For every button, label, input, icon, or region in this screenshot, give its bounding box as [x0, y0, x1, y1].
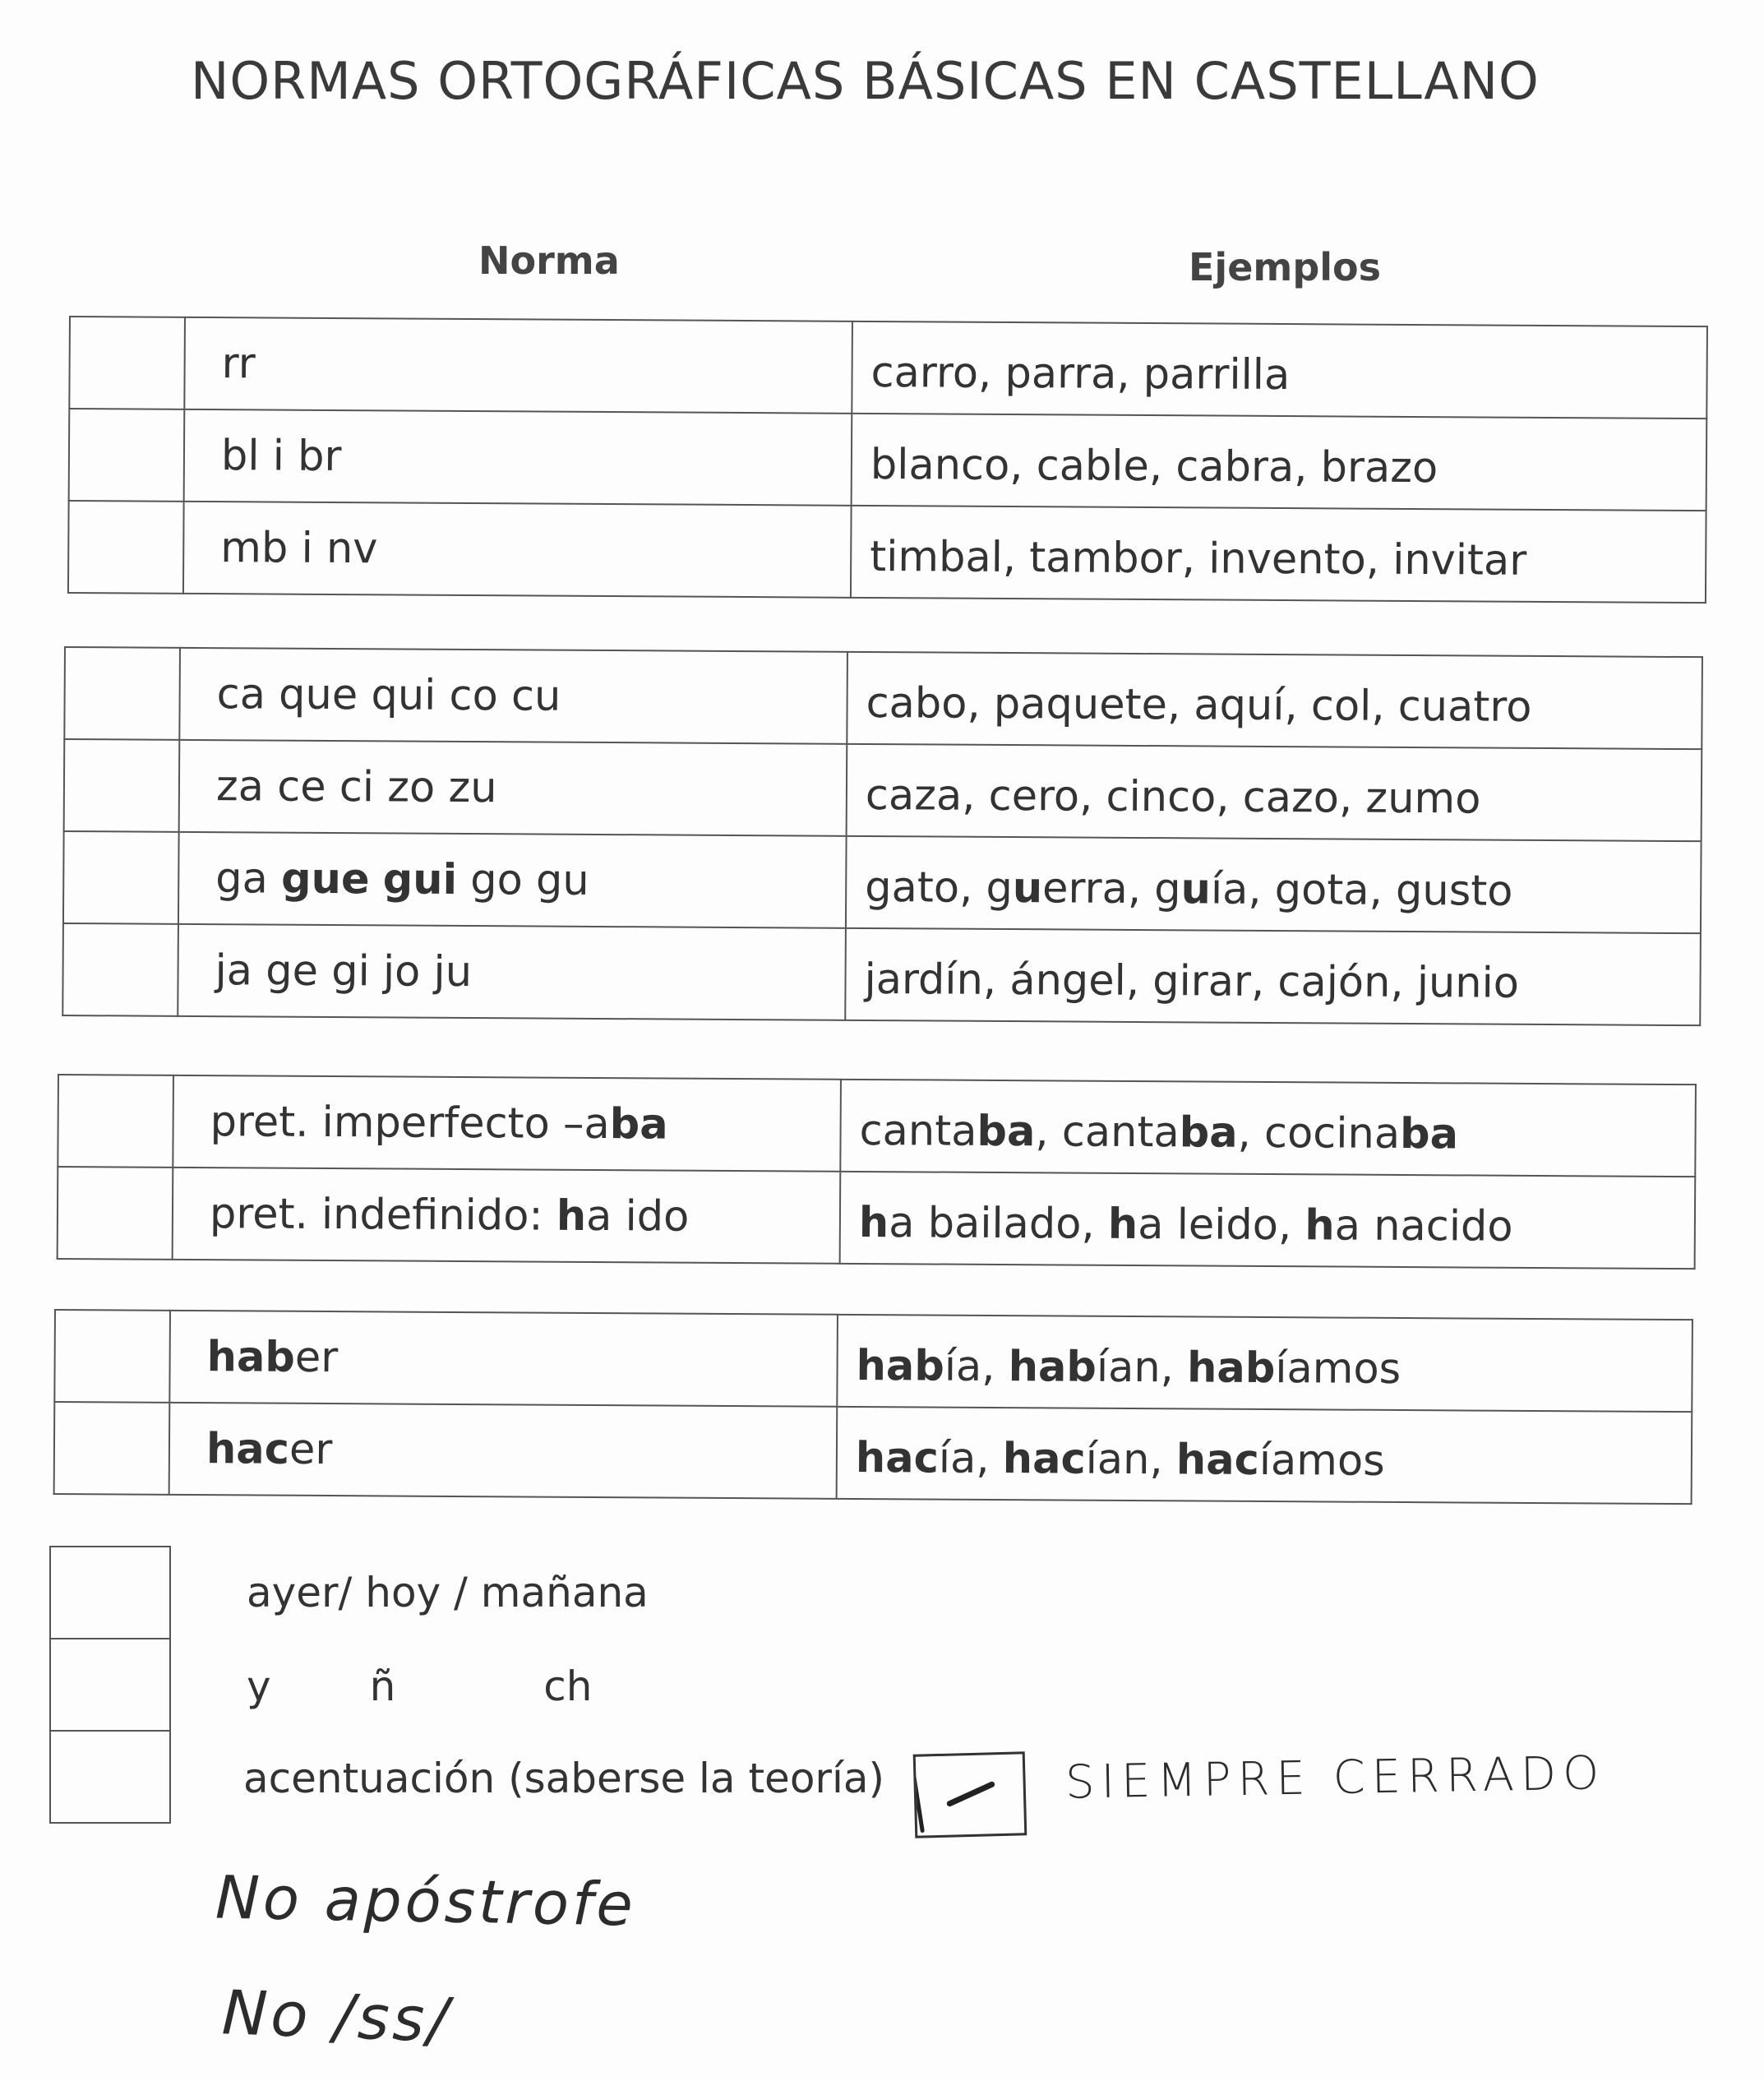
checkbox-cell[interactable] [62, 923, 178, 1016]
handwritten-note-no-apostrofe: No apóstrofe [215, 1862, 637, 1940]
handwritten-note-siempre-cerrado: SIEMPRE CERRADO [1064, 1746, 1606, 1810]
extra-rule-letters [247, 1662, 592, 1710]
extra-checkbox-column [49, 1546, 171, 1824]
examples-cell: carro, parra, parrilla [852, 321, 1707, 419]
rules-table-group-3 [57, 1074, 1697, 1269]
examples-cell: hacía, hacían, hacíamos [837, 1407, 1692, 1504]
examples-cell: había, habían, habíamos [837, 1315, 1692, 1412]
examples-cell: gato, guerra, guía, gota, gusto [846, 836, 1702, 933]
checkbox-cell[interactable] [50, 1547, 170, 1639]
column-header-ejemplos: Ejemplos [1189, 245, 1381, 289]
rule-cell: za ce ci zo zu [179, 740, 847, 836]
table-row [58, 1167, 1696, 1269]
table-row [58, 1075, 1696, 1177]
rule-cell: pret. indefinido: ha ido [173, 1168, 841, 1264]
examples-cell: caza, cero, cinco, cazo, zumo [847, 744, 1702, 841]
checkmark-icon [916, 1754, 1024, 1835]
rule-cell: ja ge gi jo ju [178, 924, 846, 1020]
rule-cell: ca que qui co cu [179, 648, 847, 744]
letter-y: y [247, 1662, 271, 1710]
examples-cell: blanco, cable, cabra, brazo [852, 414, 1707, 511]
checkbox-cell[interactable] [64, 739, 180, 832]
rules-table-group-4 [53, 1309, 1693, 1505]
rules-table-group-2 [62, 646, 1703, 1026]
checkbox-cell[interactable] [69, 317, 185, 409]
rule-cell: haber [169, 1311, 838, 1407]
examples-cell: cabo, paquete, aquí, col, cuatro [847, 652, 1702, 749]
examples-cell: jardín, ángel, girar, cajón, junio [845, 928, 1701, 1025]
letter-enie: ñ [369, 1662, 396, 1710]
table-row [69, 317, 1707, 419]
table-row [69, 409, 1707, 511]
extra-rule-ayer-hoy-manana: ayer/ hoy / mañana [247, 1569, 649, 1616]
table-row [68, 501, 1706, 603]
table-row [64, 739, 1702, 841]
handwritten-note-no-ss: No /ss/ [220, 1977, 453, 2056]
checkbox-cell[interactable] [64, 647, 180, 740]
checked-box[interactable] [913, 1751, 1027, 1838]
checkbox-cell[interactable] [68, 501, 184, 594]
checkbox-cell[interactable] [69, 409, 185, 502]
checkbox-cell[interactable] [50, 1731, 170, 1823]
checkbox-cell[interactable] [58, 1075, 173, 1168]
rule-cell: hacer [169, 1403, 838, 1499]
rule-cell: mb i nv [183, 502, 852, 598]
letter-ch: ch [543, 1662, 593, 1710]
table-row [64, 647, 1702, 749]
checkbox-cell[interactable] [63, 831, 179, 924]
table-row [54, 1310, 1692, 1412]
table-row [54, 1402, 1692, 1504]
rule-cell: bl i br [184, 409, 852, 506]
table-row [62, 923, 1701, 1025]
rule-cell: pret. imperfecto –aba [173, 1075, 841, 1172]
examples-cell: ha bailado, ha leido, ha nacido [840, 1172, 1696, 1269]
rule-cell: ga gue gui go gu [178, 832, 847, 928]
column-header-norma: Norma [478, 238, 620, 283]
checkbox-cell[interactable] [50, 1639, 170, 1731]
checkbox-cell[interactable] [58, 1167, 173, 1260]
examples-cell: cantaba, cantaba, cocinaba [840, 1080, 1696, 1177]
examples-cell: timbal, tambor, invento, invitar [851, 506, 1706, 603]
page-title: NORMAS ORTOGRÁFICAS BÁSICAS EN CASTELLANO [191, 51, 1540, 111]
checkbox-cell[interactable] [54, 1310, 170, 1403]
rules-table-group-1 [67, 316, 1708, 603]
extra-rule-acentuacion: acentuación (saberse la teoría) [243, 1755, 885, 1802]
table-row [63, 831, 1702, 933]
checkbox-cell[interactable] [54, 1402, 170, 1495]
rule-cell: rr [184, 317, 852, 414]
